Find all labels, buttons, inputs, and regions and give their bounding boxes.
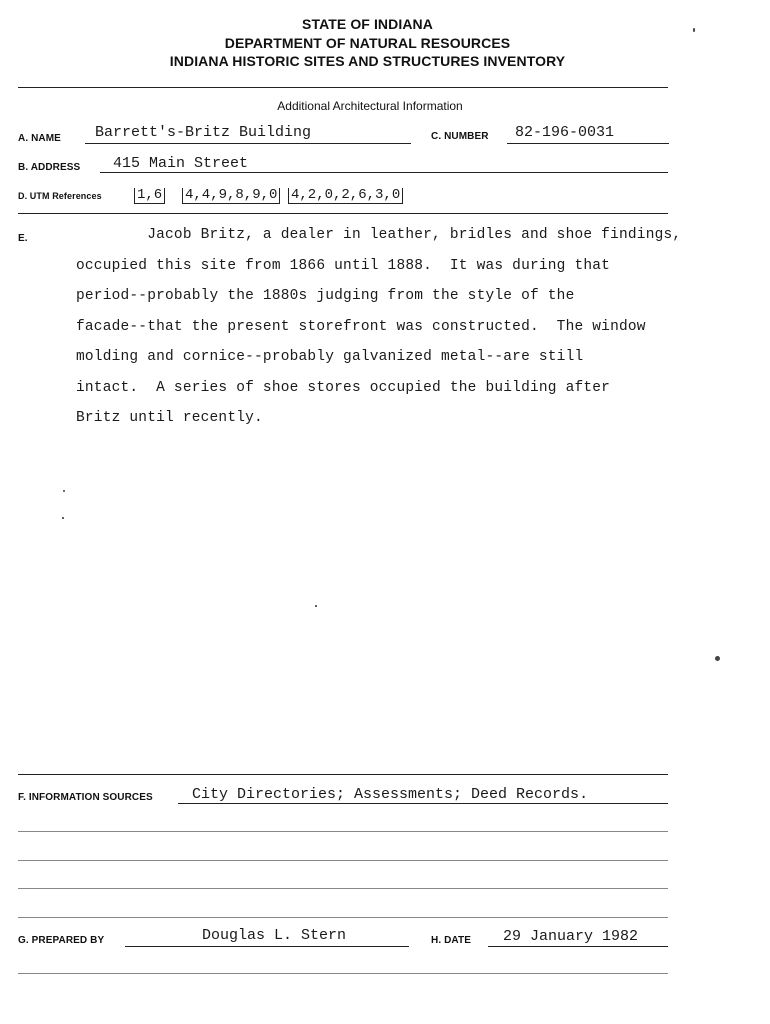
sources-label: F. INFORMATION SOURCES	[18, 792, 153, 803]
date-value: 29 January 1982	[503, 928, 639, 945]
date-label: H. DATE	[431, 935, 471, 946]
address-value: 415 Main Street	[113, 155, 249, 172]
scan-speck	[715, 656, 720, 661]
prepared-underline	[125, 946, 409, 947]
blank-line	[18, 831, 668, 832]
scan-speck	[693, 28, 695, 32]
utm-northing: 4,2,0,2,6,3,0	[288, 188, 403, 204]
e-label: E.	[18, 233, 28, 244]
description-line: intact. A series of shoe stores occupied the building after	[76, 379, 611, 396]
name-underline	[85, 143, 411, 144]
number-label: C. NUMBER	[431, 131, 489, 142]
name-label: A. NAME	[18, 133, 61, 144]
sources-top-rule	[18, 774, 668, 775]
description-line: Jacob Britz, a dealer in leather, bridles and shoe findings,	[76, 227, 682, 243]
header-state: STATE OF INDIANA	[302, 16, 433, 32]
number-value: 82-196-0031	[515, 124, 615, 141]
description-line: occupied this site from 1866 until 1888. It was during that	[76, 257, 611, 274]
description-block	[76, 224, 681, 438]
prepared-value: Douglas L. Stern	[202, 927, 347, 944]
blank-line	[18, 860, 668, 861]
sources-underline	[178, 803, 668, 804]
bottom-rule	[18, 973, 668, 974]
sources-value: City Directories; Assessments; Deed Records.	[192, 786, 589, 803]
date-underline	[488, 946, 668, 947]
blank-line	[18, 917, 668, 918]
utm-zone: 1,6	[134, 188, 165, 204]
header-inventory: INDIANA HISTORIC SITES AND STRUCTURES INVENTORY	[169, 53, 566, 69]
number-underline	[507, 143, 669, 144]
description-line: Britz until recently.	[76, 410, 263, 426]
form-subtitle: Additional Architectural Information	[277, 99, 463, 113]
name-value: Barrett's-Britz Building	[95, 124, 312, 141]
address-label: B. ADDRESS	[18, 162, 81, 173]
utm-rule	[18, 213, 668, 214]
description-line: facade--that the present storefront was constructed. The window	[76, 318, 646, 335]
scan-speck	[315, 605, 317, 607]
header-department: DEPARTMENT OF NATURAL RESOURCES	[224, 35, 511, 51]
description-line: period--probably the 1880s judging from the style of the	[76, 288, 575, 304]
description-line: molding and cornice--probably galvanized metal--are still	[76, 349, 584, 365]
address-underline	[100, 172, 668, 173]
scan-speck	[62, 517, 64, 519]
utm-easting: 4,4,9,8,9,0	[182, 188, 280, 204]
blank-line	[18, 888, 668, 889]
prepared-label: G. PREPARED BY	[18, 935, 105, 946]
scan-speck	[63, 490, 65, 492]
header-rule	[18, 87, 668, 88]
utm-label: D. UTM References	[18, 191, 102, 201]
